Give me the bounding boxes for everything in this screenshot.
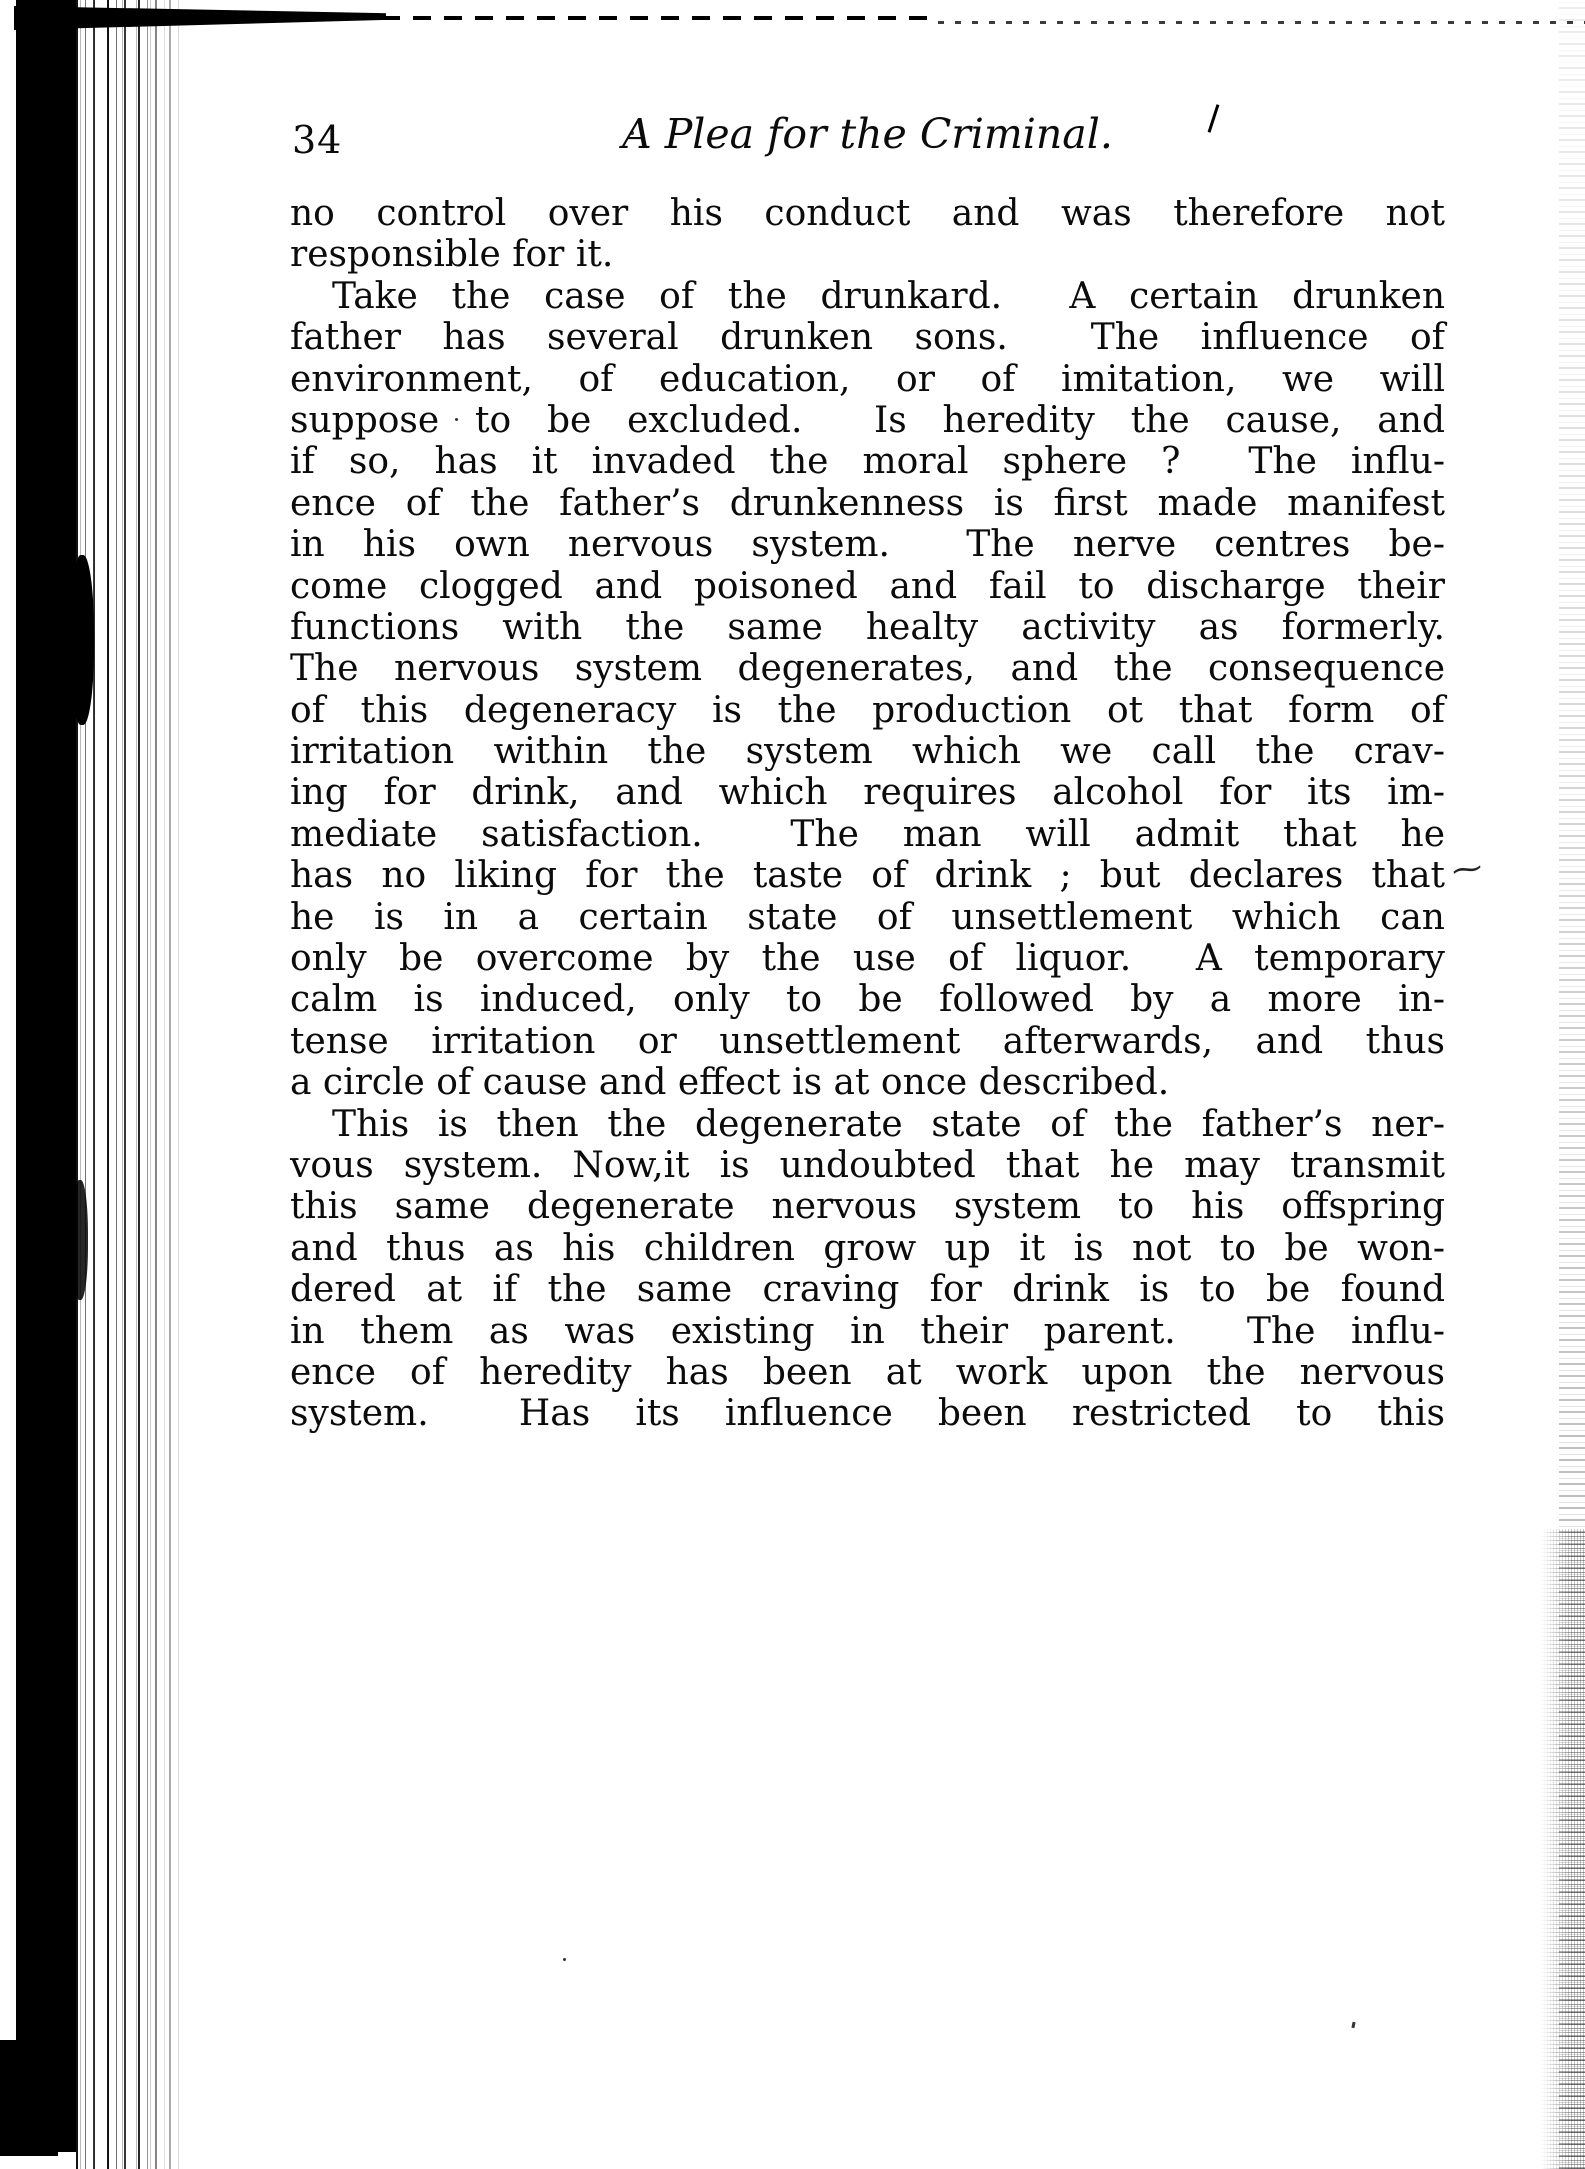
scan-noise-right-bottom [1541,1529,1585,2169]
text-line: ence of the father’s drunkenness is first made manifest [290,482,1445,524]
text-line: ence of heredity has been at work upon the nervous [290,1351,1445,1393]
text-line: mediate satisfaction. The man will admit that he [290,813,1445,855]
text-line: of this degeneracy is the production ot that form of [290,689,1445,731]
running-header-title: A Plea for the Criminal. [622,110,1113,158]
stray-tilde-mark: ⁓ [1449,850,1485,889]
text-line: The nervous system degenerates, and the consequence [290,648,1445,690]
text-line: irritation within the system which we call the crav- [290,731,1445,773]
text-line: this same degenerate nervous system to his offspring [290,1186,1445,1228]
text-line: he is in a certain state of unsettlement which can [290,896,1445,938]
text-line: dered at if the same craving for drink is to be found [290,1269,1445,1311]
text-line: a circle of cause and effect is at once described. [290,1062,1170,1104]
text-line: ing for drink, and which requires alcohol for its im- [290,772,1445,814]
text-line: father has several drunken sons. The influence of [290,317,1445,359]
text-line: vous system. Now,it is undoubted that he may transmit [290,1144,1445,1186]
text-line: and thus as his children grow up it is not to be won- [290,1227,1445,1269]
text-line: Take the case of the drunkard. A certain drunken [332,275,1445,317]
scan-speck [563,1958,566,1961]
text-line: in his own nervous system. The nerve centres be- [290,524,1445,566]
page-number: 34 [292,118,343,162]
text-line: if so, has it invaded the moral sphere ? The influ- [290,441,1445,483]
text-line: calm is induced, only to be followed by a more in- [290,979,1445,1021]
text-line: tense irritation or unsettlement afterwards, and thus [290,1020,1445,1062]
scan-line-dashes [382,16,940,20]
body-text [290,193,1445,1435]
text-line: has no liking for the taste of drink ; but declares that [290,855,1445,897]
text-line: This is then the degenerate state of the father’s ner- [332,1103,1445,1145]
text-line: suppose to be excluded. Is heredity the cause, and [290,399,1445,441]
book-binding-shadow-foot [0,2040,58,2156]
scan-edge-top [14,6,386,30]
scan-speck [1351,2022,1355,2028]
book-binding-shadow [16,0,76,2152]
text-line: responsible for it. [290,234,614,276]
text-line: system. Has its influence been restricted to this [290,1393,1445,1435]
text-line: only be overcome by the use of liquor. A temporary [290,938,1445,980]
text-line: environment, of education, or of imitation, we will [290,358,1445,400]
page-edge-streaks [76,0,182,2169]
text-line: come clogged and poisoned and fail to discharge their [290,565,1445,607]
text-line: in them as was existing in their parent. The influ- [290,1310,1445,1352]
text-line: functions with the same healty activity as formerly. [290,606,1445,648]
scan-line-dots [938,21,1585,24]
text-line: no control over his conduct and was therefore not [290,193,1445,234]
